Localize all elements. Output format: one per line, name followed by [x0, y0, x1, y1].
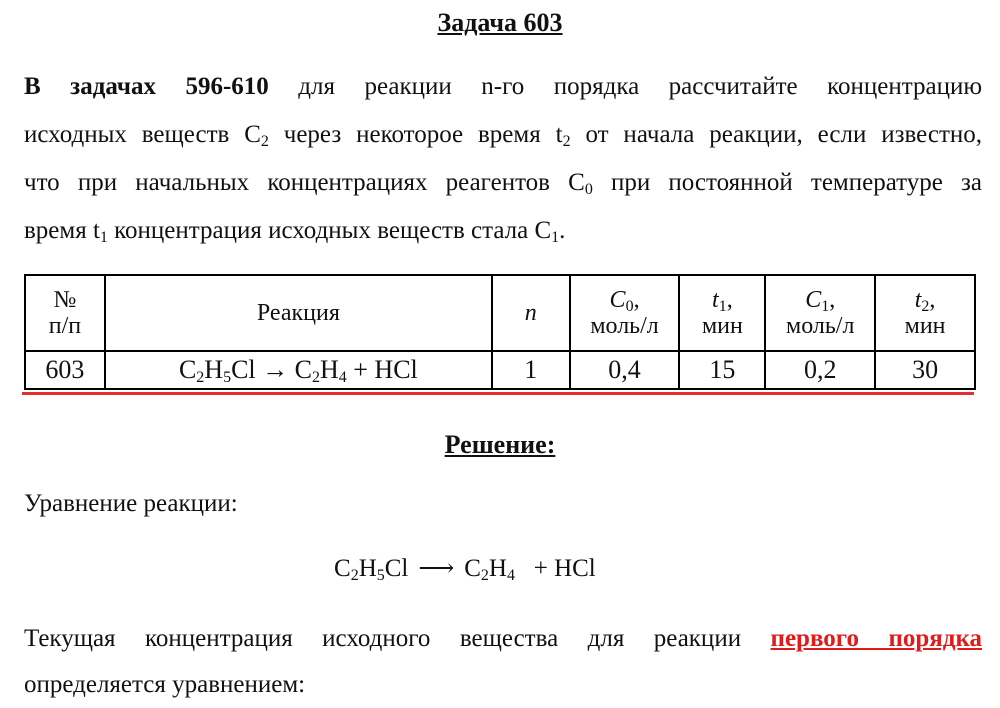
- header-t2: $t_2$, мин: [875, 275, 975, 351]
- header-n: n: [492, 275, 570, 351]
- solution-paragraph: Текущая концентрация исходного вещества для реакции первого порядка определяется уравнением:: [24, 625, 982, 698]
- data-table: [24, 274, 976, 390]
- header-number: № п/п: [25, 275, 105, 351]
- table-row: [25, 351, 975, 389]
- cell-c1: 0,2: [765, 351, 875, 389]
- header-t1: $t_1$, мин: [679, 275, 765, 351]
- header-c0: $C_0$, моль/л: [570, 275, 680, 351]
- cell-t1: 15: [679, 351, 765, 389]
- reaction-equation: $C_2H_5Cl$ ⟶ $C_2H_4$ + HCl: [334, 555, 596, 584]
- cell-reaction: $C_2H_5Cl \to C_2H_4$ + HCl: [105, 351, 492, 389]
- first-order-link: первого порядка: [770, 625, 982, 652]
- table-header-row: [25, 275, 975, 351]
- header-reaction: Реакция: [105, 275, 492, 351]
- equation-intro: Уравнение реакции:: [24, 490, 238, 517]
- cell-t2: 30: [875, 351, 975, 389]
- cell-n: 1: [492, 351, 570, 389]
- solution-title: Решение:: [444, 430, 556, 459]
- cell-number: 603: [25, 351, 105, 389]
- reaction-arrow-icon: ⟶: [418, 555, 455, 582]
- task-range-bold: В задачах 596-610: [24, 73, 269, 100]
- page-title: Задача 603: [437, 8, 563, 37]
- task-statement: В задачах 596-610 для реакции n-го порядка рассчитайте концентрацию исходных веществ $C_2$ через некоторое время $t_2$ от начала реакции, если известно, что при начальных концентрациях реагентов $C_0$ при постоянной температуре за время $t_1$ концентрация исходных веществ стала $C_1$.: [24, 73, 983, 246]
- header-c1: $C_1$, моль/л: [765, 275, 875, 351]
- cell-c0: 0,4: [570, 351, 680, 389]
- red-underline-rule: [22, 392, 974, 395]
